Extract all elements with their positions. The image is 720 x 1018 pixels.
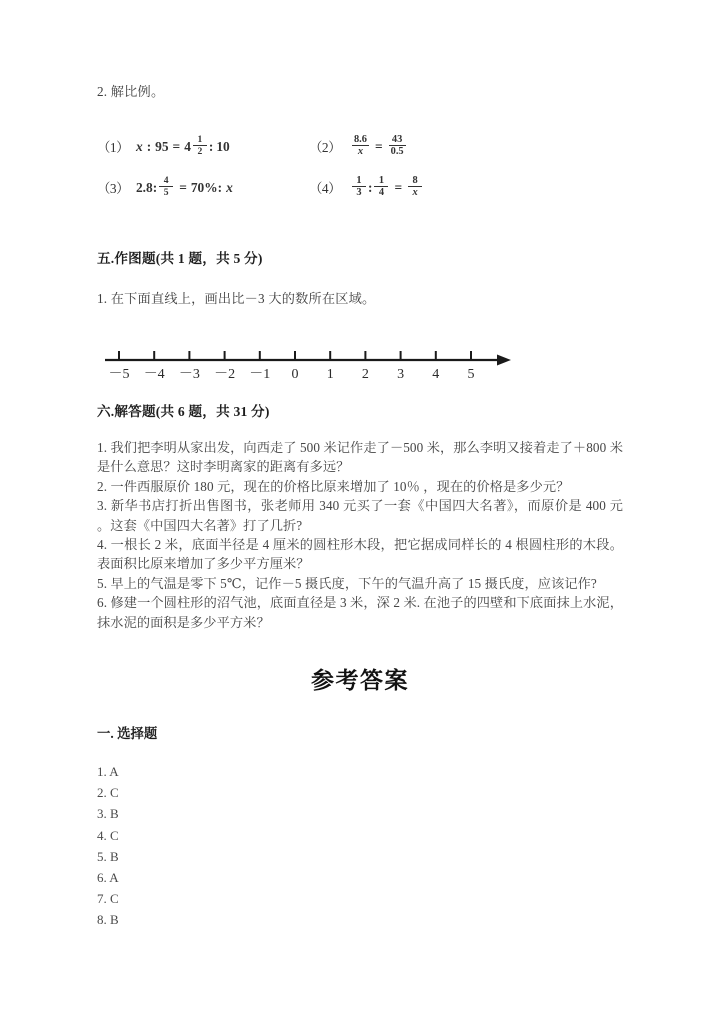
drawing-question-1: 1. 在下面直线上，画出比－3 大的数所在区域。 (97, 291, 376, 306)
number-line-tick-label: 4 (432, 367, 440, 382)
fraction-denominator: 5 (163, 187, 169, 198)
fraction-numerator: 8.6 (353, 134, 367, 145)
fraction-numerator: 8 (412, 175, 418, 186)
answer-question: 6. 修建一个圆柱形的沼气池，底面直径是 3 米，深 2 米. 在池子的四壁和下底面抹上水泥，抹水泥的面积是多少平方米？ (97, 595, 623, 630)
fraction (374, 175, 388, 198)
fraction-denominator: x (412, 187, 418, 198)
mixed-number (184, 135, 209, 158)
number-line-labels (109, 367, 475, 382)
fraction (408, 175, 422, 198)
proportion-item-2-label: （2） (309, 140, 341, 155)
answer-question: 4. 一根长 2 米，底面半径是 4 厘米的圆柱形木段，把它据成同样长的 4 根圆柱形的木段。表面积比原来增加了多少平方厘米？ (97, 537, 623, 572)
colon-glyph: : (208, 138, 214, 154)
proportion-item-3-right-a: 70% (190, 179, 218, 195)
fraction (193, 134, 207, 157)
colon-glyph: : (152, 179, 158, 195)
spacer (97, 420, 623, 438)
answer-item: 7. C (97, 891, 119, 907)
number-line-tick-label: －4 (143, 367, 165, 382)
colon-glyph: : (217, 179, 223, 195)
answer-item: 2. C (97, 785, 119, 801)
fraction (389, 134, 406, 157)
colon-glyph: : (146, 138, 152, 154)
proportion-equations (97, 135, 623, 217)
proportion-item-1-right-b: 10 (216, 138, 230, 154)
answer-item: 4. C (97, 827, 119, 843)
proportion-item-1-left-b: 95 (155, 138, 169, 154)
number-line-tick-label: 1 (326, 367, 334, 382)
number-line-tick-label: －1 (249, 367, 271, 382)
answer-item: 8. B (97, 912, 119, 928)
number-line-svg (97, 338, 517, 390)
proportion-item-4-label: （4） (309, 181, 341, 196)
arrow-head-icon (497, 355, 511, 366)
answer-question: 3. 新华书店打折出售图书，张老师用 340 元买了一套《中国四大名著》，而原价是 400 元 。这套《中国四大名著》打了几折? (97, 498, 623, 533)
equals-glyph: = (179, 179, 187, 195)
proportion-prompt: 2. 解比例。 (97, 84, 165, 99)
answers-section-heading: 一. 选择题 (97, 726, 158, 742)
proportion-item-3-label: （3） (97, 181, 129, 196)
equals-glyph: = (394, 179, 403, 195)
spacer (97, 217, 623, 247)
proportion-item-1-label: （1） (97, 140, 129, 155)
number-line-tick-label: 5 (467, 367, 475, 382)
fraction (352, 134, 369, 157)
equals-glyph: = (374, 138, 383, 154)
number-line-tick-label: 2 (361, 367, 369, 382)
answer-item: 1. A (97, 764, 119, 780)
proportion-item-3-right-b: x (226, 179, 233, 195)
number-line-tick-label: －3 (178, 367, 200, 382)
fraction-numerator: 1 (197, 134, 203, 145)
number-line-tick-label: －2 (214, 367, 236, 382)
fraction-numerator: 1 (378, 175, 385, 186)
answer-question-list (97, 438, 623, 632)
number-line-ticks (119, 351, 471, 360)
proportion-item-2 (309, 135, 408, 158)
proportion-item-1-left-a: x (135, 138, 143, 154)
answer-item: 5. B (97, 848, 119, 864)
page-content (97, 82, 623, 931)
answer-item: 6. A (97, 870, 119, 886)
proportion-item-3 (97, 176, 309, 199)
answer-question: 1. 我们把李明从家出发，向西走了 500 米记作走了－500 米，那么李明又接着走了＋800 米是什么意思？这时李明离家的距离有多远？ (97, 440, 623, 475)
number-line-tick-label: 3 (397, 367, 405, 382)
fraction-denominator: x (357, 146, 364, 157)
proportion-row-1 (97, 135, 623, 176)
fraction-numerator: 43 (391, 134, 403, 145)
proportion-row-2 (97, 176, 623, 217)
colon-glyph: : (367, 179, 373, 195)
answers-list (97, 761, 623, 931)
section-heading-drawing: 五.作图题(共 1 题，共 5 分) (97, 251, 263, 266)
equals-glyph: = (172, 138, 181, 154)
fraction-denominator: 2 (197, 146, 203, 157)
section-heading-answer: 六.解答题(共 6 题，共 31 分) (97, 404, 270, 419)
proportion-item-1 (97, 135, 309, 158)
fraction (159, 175, 173, 198)
number-line-tick-label: －5 (108, 367, 130, 382)
fraction-denominator: 4 (378, 187, 385, 198)
fraction-numerator: 1 (356, 175, 362, 186)
answer-question: 5. 早上的气温是零下 5℃，记作－5 摄氏度，下午的气温升高了 15 摄氏度，应该记作? (97, 575, 597, 591)
number-line-figure (97, 338, 623, 400)
proportion-item-3-left-a: 2.8 (135, 179, 153, 195)
answer-item: 3. B (97, 806, 119, 822)
fraction-numerator: 4 (163, 175, 169, 186)
fraction-denominator: 0.5 (390, 146, 404, 157)
number-line-tick-label: 0 (291, 367, 299, 382)
proportion-item-1-whole: 4 (184, 138, 191, 154)
proportion-item-4 (309, 176, 424, 199)
fraction (352, 175, 366, 198)
reference-answers-title: 参考答案 (311, 668, 409, 694)
answer-question: 2. 一件西服原价 180 元，现在的价格比原来增加了 10％ ，现在的价格是多少元？ (97, 478, 570, 494)
fraction-denominator: 3 (356, 187, 362, 198)
spacer (97, 267, 623, 289)
